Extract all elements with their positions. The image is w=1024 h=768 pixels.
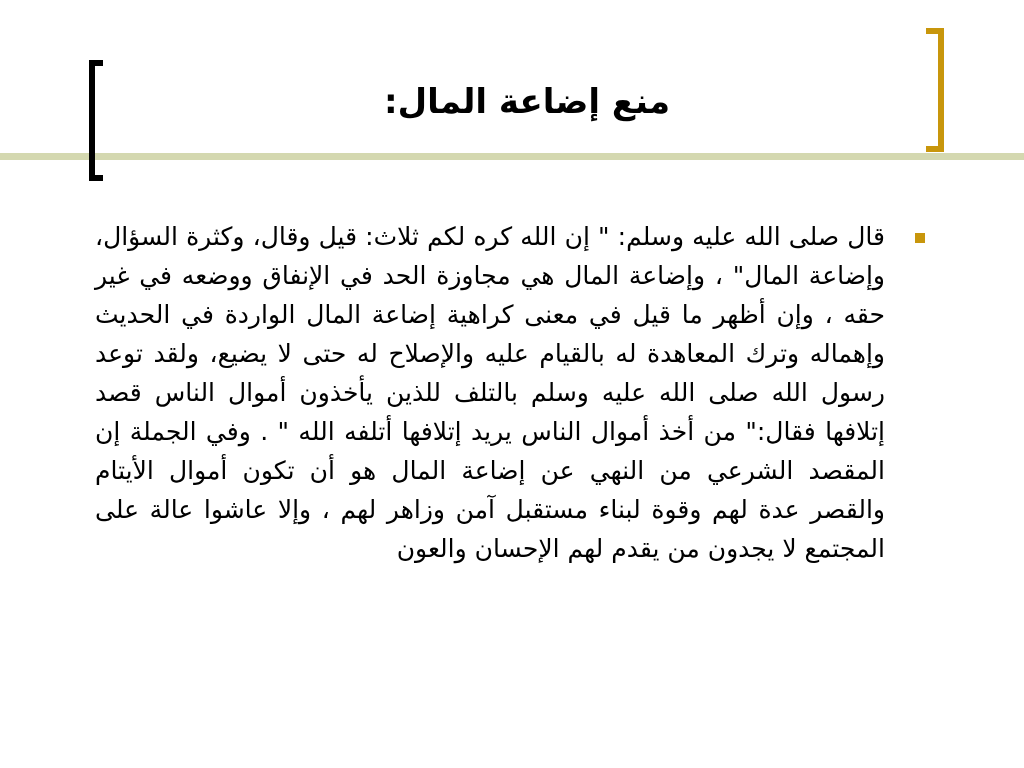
slide-title: منع إضاعة المال: bbox=[383, 82, 670, 122]
square-bullet-icon bbox=[915, 233, 925, 243]
right-bracket-decoration bbox=[926, 28, 944, 152]
left-bracket-decoration bbox=[89, 60, 103, 181]
title-divider bbox=[0, 153, 1024, 160]
bullet-paragraph: قال صلى الله عليه وسلم: " إن الله كره لكم ثلاث: قيل وقال، وكثرة السؤال، وإضاعة المال" ، وإضاعة المال هي مجاوزة الحد في الإنفاق ووضعه في غير حقه ، وإن أظهر ما قيل في معنى كراهية إضاعة المال الواردة في الحديث وإهماله وترك المعاهدة له بالقيام عليه والإصلاح له حتى لا يضيع، ولقد توعد رسول الله صلى الله عليه وسلم بالتلف للذين يأخذون أموال الناس قصد إتلافها فقال:" من أخذ أموال الناس يريد إتلافها أتلفه الله " . وفي الجملة إن المقصد الشرعي من النهي عن إضاعة المال هو أن تكون أموال الأيتام والقصر عدة لهم وقوة لبناء مستقبل آمن وزاهر لهم ، وإلا عاشوا عالة على المجتمع لا يجدون من يقدم لهم الإحسان والعون bbox=[95, 222, 885, 563]
